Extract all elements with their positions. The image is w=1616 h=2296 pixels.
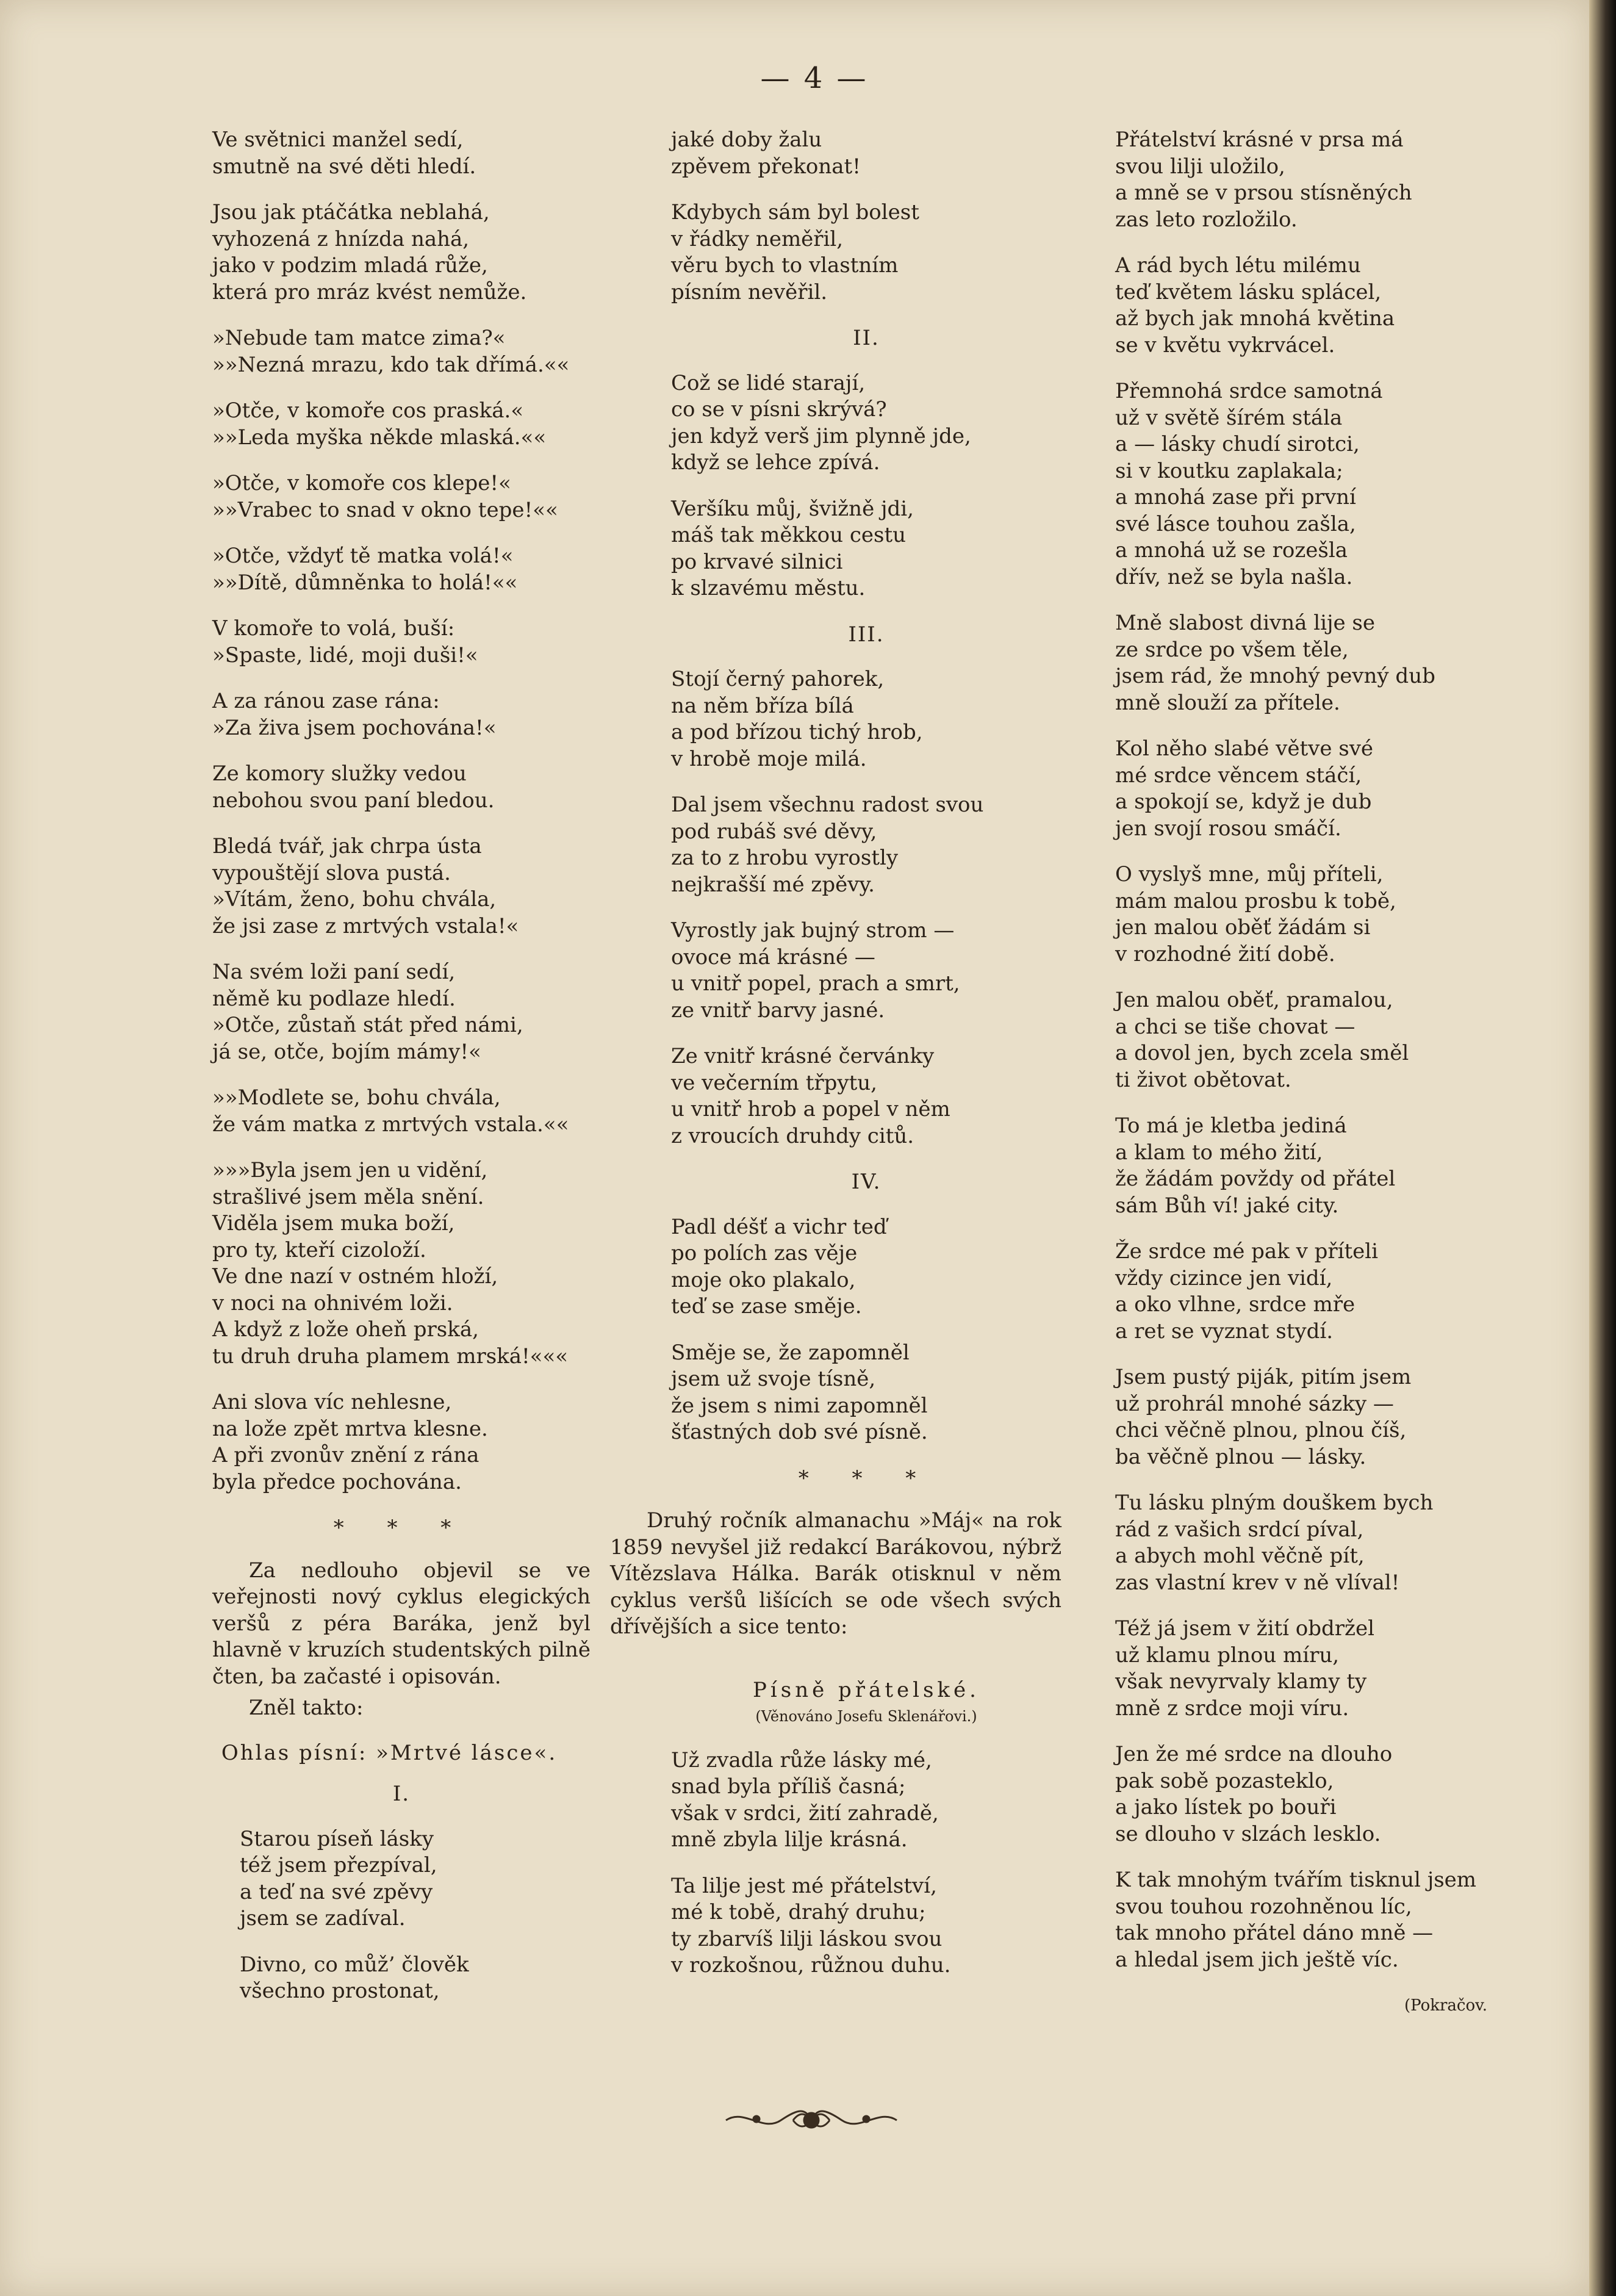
stanza: [240, 1952, 591, 2005]
column-left: [212, 127, 591, 2024]
floral-vignette-ornament-icon: [720, 2102, 903, 2139]
verse-line: zas vlastní krev v ně vlíval!: [1115, 1570, 1400, 1595]
poem-stanzas-right: [1115, 127, 1506, 1973]
verse-line: »Otče, v komoře cos klepe!«: [212, 471, 511, 495]
book-edge: [1589, 0, 1616, 2296]
verse-line: ba věčně plnou — lásky.: [1115, 1444, 1366, 1469]
stanza: [671, 918, 1061, 1024]
verse-line: zpěvem překonat!: [671, 154, 861, 179]
stanza: [1115, 253, 1506, 359]
stanza: [1115, 378, 1506, 591]
stanza: [212, 543, 591, 596]
verse-line: Kdybych sám byl bolest: [671, 200, 919, 225]
verse-line: mé k tobě, drahý druhu;: [671, 1900, 926, 1924]
verse-line: na lože zpět mrtva klesne.: [212, 1416, 488, 1441]
section-stars: * * *: [333, 1516, 470, 1540]
poem-stanzas-middle-1: [671, 127, 1061, 306]
verse-line: »»Modlete se, bohu chvála,: [212, 1085, 501, 1110]
verse-line: Ani slova víc nehlesne,: [212, 1390, 452, 1414]
verse-line: ty zbarvíš lilji láskou svou: [671, 1926, 943, 1951]
stanza: [671, 496, 1061, 602]
verse-line: vypouštějí slova pustá.: [212, 860, 451, 885]
verse-line: a oko vlhne, srdce mře: [1115, 1292, 1356, 1317]
verse-line: Ze vnitř krásné červánky: [671, 1044, 935, 1068]
verse-line: v hrobě moje milá.: [671, 746, 867, 771]
stanza: [1115, 1364, 1506, 1470]
verse-line: Přemnohá srdce samotná: [1115, 379, 1383, 403]
verse-line: též jsem přezpíval,: [240, 1853, 437, 1877]
verse-line: Viděla jsem muka boží,: [212, 1211, 455, 1236]
verse-line: že jsi zase z mrtvých vstala!«: [212, 913, 519, 938]
stanza: [1115, 1741, 1506, 1848]
verse-line: jen malou oběť žádám si: [1115, 915, 1371, 940]
verse-line: svou lilji uložilo,: [1115, 154, 1285, 179]
verse-line: mně slouží za přítele.: [1115, 690, 1340, 715]
verse-line: a mnohá zase při první: [1115, 485, 1356, 509]
stanza: [1115, 1239, 1506, 1345]
stanza: [671, 127, 1061, 180]
verse-line: Ve dne nazí v ostném hloží,: [212, 1264, 498, 1289]
section-stars: * * *: [798, 1466, 935, 1491]
verse-line: ve večerním třpytu,: [671, 1070, 877, 1095]
verse-line: a mnohá už se rozešla: [1115, 538, 1348, 563]
verse-line: moje oko plakalo,: [671, 1267, 856, 1292]
verse-line: Vyrostly jak bujný strom —: [671, 918, 955, 943]
poem-stanzas-left: [212, 127, 591, 1495]
prose-intro-line: Zněl takto:: [249, 1696, 364, 1720]
verse-line: tu druh druha plamem mrská!«««: [212, 1344, 569, 1369]
verse-line: však nevyrvaly klamy ty: [1115, 1669, 1367, 1694]
verse-line: pro ty, kteří cizoloží.: [212, 1237, 426, 1262]
verse-line: po krvavé silnici: [671, 549, 843, 574]
stanza: [1115, 127, 1506, 233]
stanza: [1115, 1616, 1506, 1722]
verse-line: mám malou prosbu k tobě,: [1115, 888, 1396, 913]
verse-line: Že srdce mé pak v příteli: [1115, 1239, 1379, 1264]
verse-line: však v srdci, žití zahradě,: [671, 1801, 939, 1826]
verse-line: Na svém loži paní sedí,: [212, 960, 456, 984]
verse-line: v noci na ohnivém loži.: [212, 1290, 453, 1315]
verse-line: chci věčně plnou, plnou číš,: [1115, 1418, 1407, 1442]
verse-line: Jsem pustý piják, pitím jsem: [1115, 1365, 1412, 1389]
stanza: [1115, 862, 1506, 968]
continuation-note: (Pokračov.: [1404, 1996, 1487, 2015]
stanza: [212, 688, 591, 741]
verse-line: jaké doby žalu: [671, 128, 822, 152]
verse-line: Bledá tvář, jak chrpa ústa: [212, 834, 482, 858]
verse-line: k slzavému městu.: [671, 576, 866, 600]
verse-line: už klamu plnou míru,: [1115, 1643, 1340, 1668]
stanza: [240, 1826, 591, 1932]
verse-line: u vnitř hrob a popel v něm: [671, 1097, 950, 1121]
verse-line: jsem se zadíval.: [240, 1906, 406, 1931]
stanza: [1115, 736, 1506, 842]
verse-line: svou touhou rozohněnou líc,: [1115, 1894, 1412, 1919]
verse-line: dřív, než se byla našla.: [1115, 564, 1353, 589]
poem-title: Písně přátelské.: [753, 1677, 980, 1702]
stanza: [671, 666, 1061, 772]
verse-line: Přátelství krásné v prsa má: [1115, 128, 1404, 152]
verse-line: teď květem lásku splácel,: [1115, 279, 1382, 304]
verse-line: Ve světnici manžel sedí,: [212, 128, 464, 152]
verse-line: si v koutku zaplakala;: [1115, 458, 1343, 483]
verse-line: ze vnitř barvy jasné.: [671, 998, 885, 1023]
verse-line: nejkrašší mé zpěvy.: [671, 872, 875, 897]
stanza: [1115, 987, 1506, 1093]
column-middle: [610, 127, 1061, 1999]
stanza: [671, 200, 1061, 306]
verse-line: šťastných dob své písně.: [671, 1420, 928, 1444]
verse-line: že žádám povždy od přátel: [1115, 1167, 1396, 1191]
verse-line: V komoře to volá, buší:: [212, 616, 455, 641]
verse-line: Stojí černý pahorek,: [671, 667, 885, 691]
verse-line: Už zvadla růže lásky mé,: [671, 1747, 932, 1772]
verse-line: své lásce touhou zašla,: [1115, 511, 1356, 536]
verse-line: ovoce má krásné —: [671, 945, 875, 970]
stanza: [212, 616, 591, 669]
verse-line: která pro mráz kvést nemůže.: [212, 279, 527, 304]
verse-line: a hledal jsem jich ještě víc.: [1115, 1947, 1399, 1972]
stanza: [671, 1747, 1061, 1854]
verse-line: sám Bůh ví! jaké city.: [1115, 1193, 1339, 1218]
verse-line: nebohou svou paní bledou.: [212, 788, 495, 813]
verse-line: a abych mohl věčně pít,: [1115, 1544, 1365, 1568]
stanza: [671, 792, 1061, 898]
verse-line: a spokojí se, když je dub: [1115, 790, 1372, 814]
verse-line: Jsou jak ptáčátka neblahá,: [212, 200, 490, 225]
stanza: [212, 833, 591, 940]
verse-line: Ze komory služky vedou: [212, 761, 467, 786]
stanza: [1115, 610, 1506, 716]
column-right: [1115, 127, 1506, 2020]
verse-line: věru bych to vlastním: [671, 253, 899, 278]
verse-line: »»Dítě, důmněnka to holá!««: [212, 570, 518, 595]
stanza: [1115, 1113, 1506, 1219]
verse-line: Dal jsem všechnu radost svou: [671, 793, 984, 817]
verse-line: »Otče, v komoře cos praská.«: [212, 398, 524, 423]
verse-line: »»Vrabec to snad v okno tepe!««: [212, 497, 558, 522]
verse-line: po polích zas věje: [671, 1241, 858, 1265]
verse-line: a mně se v prsou stísněných: [1115, 181, 1412, 205]
verse-line: »Vítám, ženo, bohu chvála,: [212, 887, 497, 912]
stanza: [671, 370, 1061, 477]
stanza: [1115, 1867, 1506, 1973]
verse-line: jsem už svoje tísně,: [671, 1367, 876, 1391]
verse-line: »»»Byla jsem jen u vidění,: [212, 1158, 488, 1182]
prose-paragraph: Za nedlouho objevil se ve veřejnosti nový cyklus elegických veršů z péra Baráka, jenž byl hlavně v kruzích studentských pilně čten, ba začasté i opisován.: [212, 1558, 591, 1689]
stanza: [212, 1085, 591, 1138]
verse-line: »»Nezná mrazu, kdo tak dřímá.««: [212, 352, 570, 377]
verse-line: A za ránou zase rána:: [212, 689, 440, 713]
verse-line: máš tak měkkou cestu: [671, 523, 907, 547]
verse-line: ti život obětovat.: [1115, 1067, 1291, 1092]
page-number: — 4 —: [760, 61, 869, 95]
verse-line: Což se lidé starají,: [671, 370, 866, 395]
section-numeral: IV.: [851, 1170, 882, 1194]
section-numeral: III.: [848, 622, 885, 647]
verse-line: Směje se, že zapomněl: [671, 1340, 910, 1365]
verse-line: jen svojí rosou smáčí.: [1115, 816, 1341, 841]
verse-line: »»Leda myška někde mlaská.««: [212, 425, 547, 450]
verse-line: A při zvonův znění z rána: [212, 1443, 479, 1467]
verse-line: a teď na své zpěvy: [240, 1879, 433, 1904]
verse-line: zas leto rozložilo.: [1115, 207, 1298, 232]
cycle-title: Ohlas písní: »Mrtvé lásce«.: [221, 1740, 558, 1765]
verse-line: a klam to mého žití,: [1115, 1140, 1323, 1165]
stanza: [671, 1214, 1061, 1320]
stanza: [212, 325, 591, 378]
poem-stanzas-middle-3: [671, 666, 1061, 1150]
verse-line: že jsem s nimi zapomněl: [671, 1393, 928, 1418]
verse-line: Starou píseň lásky: [240, 1826, 434, 1851]
verse-line: němě ku podlaze hledí.: [212, 986, 456, 1011]
verse-line: To má je kletba jediná: [1115, 1114, 1347, 1138]
verse-line: už v světě šírém stála: [1115, 405, 1343, 430]
verse-line: že vám matka z mrtvých vstala.««: [212, 1112, 569, 1137]
verse-line: Jen malou oběť, pramalou,: [1115, 988, 1393, 1012]
section-numeral: I.: [392, 1782, 411, 1806]
stanza: [212, 761, 591, 814]
verse-line: Jen že mé srdce na dlouho: [1115, 1742, 1393, 1766]
poem-stanzas-left-cycle: [212, 1826, 591, 2005]
verse-line: jako v podzim mladá růže,: [212, 253, 488, 278]
verse-line: písním nevěřil.: [671, 279, 828, 304]
verse-line: mně zbyla lilje krásná.: [671, 1827, 908, 1852]
poem-stanzas-middle-2: [671, 370, 1061, 602]
verse-line: Padl déšť a vichr teď: [671, 1214, 887, 1239]
poem-dedication: (Věnováno Josefu Sklenářovi.): [755, 1708, 977, 1725]
verse-line: já se, otče, bojím mámy!«: [212, 1039, 481, 1064]
verse-line: co se v písni skrývá?: [671, 397, 887, 422]
verse-line: rád z vašich srdcí píval,: [1115, 1517, 1364, 1542]
stanza: [212, 127, 591, 180]
verse-line: tak mnoho přátel dáno mně —: [1115, 1921, 1434, 1945]
verse-line: smutně na své děti hledí.: [212, 154, 476, 179]
verse-line: »Otče, zůstaň stát před námi,: [212, 1013, 523, 1037]
verse-line: pod rubáš své děvy,: [671, 819, 877, 844]
verse-line: v rozkošnou, růžnou duhu.: [671, 1953, 951, 1978]
verse-line: Veršíku můj, švižně jdi,: [671, 496, 914, 521]
verse-line: A když z lože oheň prská,: [212, 1317, 479, 1342]
verse-line: a — lásky chudí sirotci,: [1115, 432, 1360, 456]
verse-line: Ta lilje jest mé přátelství,: [671, 1873, 937, 1898]
stanza: [1115, 1490, 1506, 1596]
verse-line: až bych jak mnohá květina: [1115, 306, 1395, 331]
verse-line: už prohrál mnohé sázky —: [1115, 1391, 1394, 1416]
stanza: [212, 398, 591, 451]
verse-line: strašlivé jsem měla snění.: [212, 1184, 484, 1209]
verse-line: jsem rád, že mnohý pevný dub: [1115, 664, 1435, 688]
stanza: [212, 1157, 591, 1370]
stanza: [212, 470, 591, 524]
verse-line: O vyslyš mne, můj příteli,: [1115, 862, 1384, 887]
verse-line: na něm bříza bílá: [671, 693, 854, 718]
poem-stanzas-middle-4: [671, 1214, 1061, 1446]
verse-line: a ret se vyznat stydí.: [1115, 1319, 1334, 1344]
verse-line: a pod břízou tichý hrob,: [671, 720, 923, 744]
verse-line: a dovol jen, bych zcela směl: [1115, 1041, 1409, 1065]
verse-line: vyhozená z hnízda nahá,: [212, 226, 470, 251]
verse-line: když se lehce zpívá.: [671, 450, 880, 475]
verse-line: »Za živa jsem pochována!«: [212, 715, 497, 740]
verse-line: pak sobě pozasteklo,: [1115, 1768, 1334, 1793]
verse-line: Též já jsem v žití obdržel: [1115, 1616, 1374, 1641]
verse-line: všechno prostonat,: [240, 1979, 440, 2003]
verse-line: »Otče, vždyť tě matka volá!«: [212, 544, 514, 568]
stanza: [212, 1389, 591, 1495]
verse-line: se v květu vykrvácel.: [1115, 333, 1335, 358]
verse-line: jen když verš jim plynně jde,: [671, 423, 971, 448]
verse-line: snad byla příliš časná;: [671, 1774, 906, 1799]
verse-line: vždy cizince jen vidí,: [1115, 1265, 1333, 1290]
verse-line: »Nebude tam matce zima?«: [212, 326, 506, 350]
stanza: [671, 1043, 1061, 1150]
verse-line: mé srdce věncem stáčí,: [1115, 763, 1362, 788]
prose-paragraph: Druhý ročník almanachu »Máj« na rok 1859 nevyšel již redakcí Barákovou, nýbrž Vítězslava Hálka. Barák otisknul v něm cyklus veršů lišících se ode všech svých dřívějších a sice tento:: [610, 1508, 1061, 1639]
verse-line: a chci se tiše chovat —: [1115, 1014, 1356, 1039]
verse-line: K tak mnohým tvářím tisknul jsem: [1115, 1868, 1477, 1892]
verse-line: Tu lásku plným douškem bych: [1115, 1491, 1434, 1515]
stanza: [671, 1873, 1061, 1979]
section-numeral: II.: [853, 326, 880, 350]
verse-line: za to z hrobu vyrostly: [671, 846, 899, 870]
verse-line: Divno, co můž’ člověk: [240, 1952, 469, 1977]
verse-line: se dlouho v slzách lesklo.: [1115, 1821, 1381, 1846]
poem-stanzas-middle-5: [671, 1747, 1061, 1979]
verse-line: mně z srdce moji víru.: [1115, 1696, 1349, 1721]
verse-line: teď se zase směje.: [671, 1294, 862, 1319]
stanza: [212, 959, 591, 1065]
stanza: [671, 1340, 1061, 1446]
stanza: [212, 200, 591, 306]
verse-line: a jako lístek po bouři: [1115, 1795, 1337, 1819]
verse-line: ze srdce po všem těle,: [1115, 637, 1349, 662]
verse-line: v rozhodné žití době.: [1115, 941, 1335, 966]
verse-line: Kol něho slabé větve své: [1115, 736, 1374, 761]
verse-line: v řádky neměřil,: [671, 226, 844, 251]
verse-line: A rád bych létu milému: [1115, 253, 1361, 278]
verse-line: »Spaste, lidé, moji duši!«: [212, 642, 478, 668]
verse-line: u vnitř popel, prach a smrt,: [671, 971, 960, 996]
verse-line: Mně slabost divná lije se: [1115, 611, 1375, 635]
verse-line: byla předce pochována.: [212, 1469, 462, 1494]
verse-line: z vroucích druhdy citů.: [671, 1123, 914, 1148]
